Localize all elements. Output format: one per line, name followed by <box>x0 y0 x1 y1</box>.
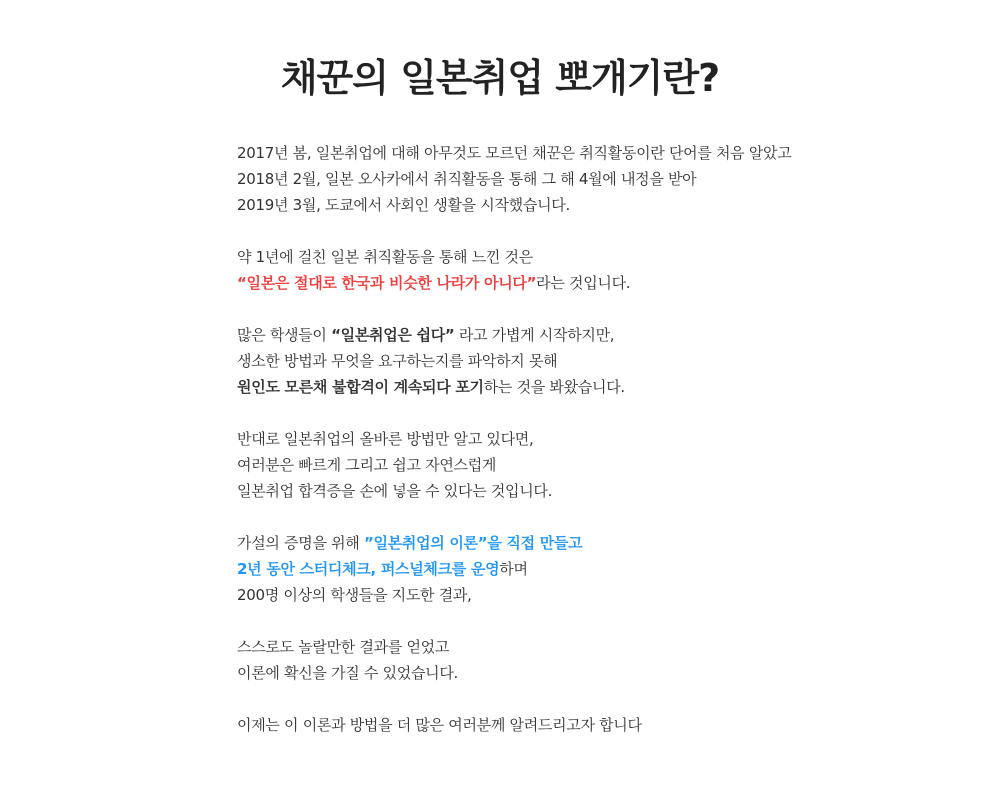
text-line <box>237 452 837 478</box>
text-line <box>237 712 837 738</box>
text-line <box>237 244 837 270</box>
text-line <box>237 426 837 452</box>
text-segment: 일본취업 합격증을 손에 넣을 수 있다는 것입니다. <box>237 482 553 500</box>
text-line <box>237 192 837 218</box>
paragraph <box>237 140 837 218</box>
text-segment: 200명 이상의 학생들을 지도한 결과, <box>237 586 472 604</box>
text-segment: 2018년 2월, 일본 오사카에서 취직활동을 통해 그 해 4월에 내정을 받아 <box>237 170 697 188</box>
paragraph <box>237 712 837 738</box>
text-line <box>237 166 837 192</box>
emphasis-text: “일본취업은 쉽다” <box>331 326 455 344</box>
text-line <box>237 322 837 348</box>
text-segment: 스스로도 놀랄만한 결과를 얻었고 <box>237 638 450 656</box>
intro-text-body <box>237 140 837 764</box>
text-line <box>237 556 837 582</box>
text-segment: 가설의 증명을 위해 <box>237 534 364 552</box>
text-line <box>237 270 837 296</box>
highlight-red-text: “일본은 절대로 한국과 비슷한 나라가 아니다” <box>237 274 537 292</box>
text-segment: 약 1년에 걸친 일본 취직활동을 통해 느낀 것은 <box>237 248 533 266</box>
text-segment: 라는 것입니다. <box>536 274 631 292</box>
text-segment: 이제는 이 이론과 방법을 더 많은 여러분께 알려드리고자 합니다 <box>237 716 642 734</box>
paragraph <box>237 426 837 504</box>
text-segment: 하며 <box>499 560 528 578</box>
text-line <box>237 530 837 556</box>
paragraph <box>237 322 837 400</box>
text-segment: 2017년 봄, 일본취업에 대해 아무것도 모르던 채꾼은 취직활동이란 단어를 처음 알았고 <box>237 144 792 162</box>
paragraph <box>237 634 837 686</box>
text-segment: 반대로 일본취업의 올바른 방법만 알고 있다면, <box>237 430 534 448</box>
text-line <box>237 140 837 166</box>
text-segment: 라고 가볍게 시작하지만, <box>454 326 615 344</box>
highlight-blue-text: 2년 동안 스터디체크, 퍼스널체크를 운영 <box>237 560 500 578</box>
text-segment: 여러분은 빠르게 그리고 쉽고 자연스럽게 <box>237 456 497 474</box>
text-segment: 많은 학생들이 <box>237 326 332 344</box>
text-segment: 2019년 3월, 도쿄에서 사회인 생활을 시작했습니다. <box>237 196 570 214</box>
text-line <box>237 478 837 504</box>
page-title: 채꾼의 일본취업 뽀개기란? <box>280 56 720 100</box>
highlight-blue-text: ”일본취업의 이론”을 직접 만들고 <box>363 534 583 552</box>
text-line <box>237 634 837 660</box>
paragraph <box>237 244 837 296</box>
text-segment: 생소한 방법과 무엇을 요구하는지를 파악하지 못해 <box>237 352 558 370</box>
text-line <box>237 660 837 686</box>
text-line <box>237 348 837 374</box>
emphasis-text: 원인도 모른채 불합격이 계속되다 포기 <box>237 378 484 396</box>
text-segment: 이론에 확신을 가질 수 있었습니다. <box>237 664 459 682</box>
text-line <box>237 582 837 608</box>
paragraph <box>237 530 837 608</box>
text-line <box>237 374 837 400</box>
text-segment: 하는 것을 봐왔습니다. <box>483 378 625 396</box>
